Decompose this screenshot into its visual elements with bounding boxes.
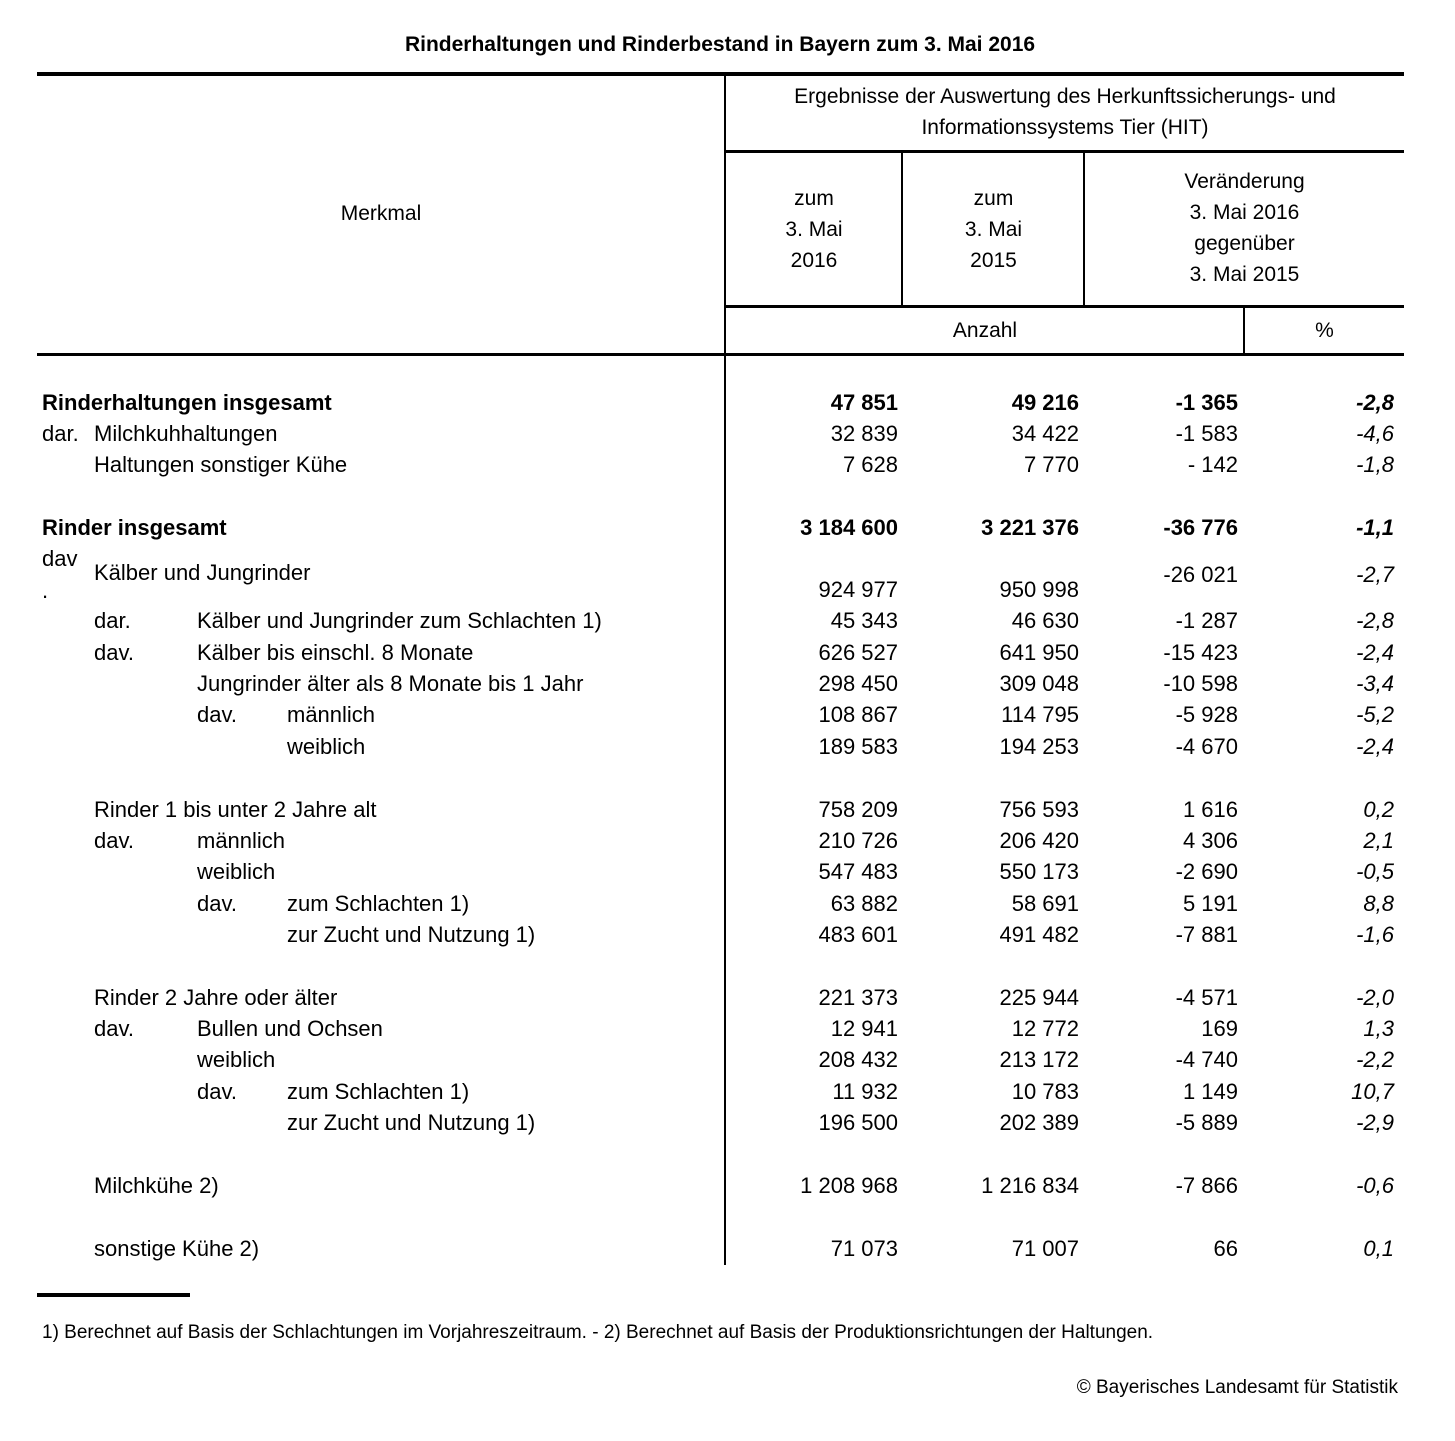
- cell-2016: 1 208 968: [800, 1173, 898, 1198]
- cell-2016: 108 867: [818, 702, 898, 727]
- cell-2016: 189 583: [818, 734, 898, 759]
- footnote-rule: [37, 1293, 190, 1297]
- cell-2015: 58 691: [1011, 891, 1079, 916]
- cell-pct: 0,1: [1363, 1236, 1394, 1261]
- cell-pct: -2,7: [1356, 562, 1394, 587]
- cell-2015: 950 998: [999, 577, 1079, 602]
- cell-diff: -26 021: [1163, 562, 1238, 587]
- cell-diff: 1 616: [1182, 797, 1238, 822]
- cell-2015: 202 389: [999, 1110, 1079, 1135]
- cell-pct: -0,5: [1356, 859, 1394, 884]
- cell-2015: 114 795: [1001, 702, 1079, 727]
- cell-2015: 491 482: [999, 922, 1079, 947]
- row-label: Kälber und Jungrinder: [94, 560, 311, 585]
- header-unit-anzahl: Anzahl: [952, 319, 1018, 342]
- cell-2016: 221 373: [818, 985, 898, 1010]
- cell-diff: -2 690: [1175, 859, 1238, 884]
- row-label: zum Schlachten 1): [287, 891, 470, 916]
- cell-2015: 3 221 376: [981, 515, 1079, 540]
- row-label: zur Zucht und Nutzung 1): [287, 1110, 536, 1135]
- cell-2016: 11 932: [832, 1079, 898, 1104]
- cell-diff: -36 776: [1163, 515, 1238, 540]
- cell-diff: -5 928: [1175, 702, 1238, 727]
- cell-2016: 45 343: [830, 608, 898, 633]
- row-prefix: dav.: [197, 891, 237, 916]
- copyright: © Bayerisches Landesamt für Statistik: [1076, 1377, 1398, 1398]
- table-top-rule: [37, 72, 1404, 76]
- cell-diff: 5 191: [1182, 891, 1238, 916]
- cell-2015: 34 422: [1011, 421, 1079, 446]
- cell-2016: 210 726: [818, 828, 898, 853]
- header-hit-line2: Informationssystems Tier (HIT): [921, 116, 1209, 139]
- cell-diff: -15 423: [1163, 640, 1238, 665]
- header-merkmal: Merkmal: [340, 202, 422, 225]
- header-col-2015: zum 3. Mai 2015: [964, 187, 1023, 272]
- cell-2015: 194 253: [999, 734, 1079, 759]
- row-prefix-dot: .: [42, 578, 49, 603]
- cell-2016: 483 601: [818, 922, 898, 947]
- row-prefix: dav.: [94, 640, 134, 665]
- cell-diff: -1 583: [1175, 421, 1238, 446]
- row-prefix: dar.: [94, 608, 131, 633]
- cell-2016: 626 527: [818, 640, 898, 665]
- cell-pct: -2,2: [1356, 1047, 1394, 1072]
- cell-pct: 0,2: [1363, 797, 1394, 822]
- cell-2016: 12 941: [830, 1016, 898, 1041]
- row-label: Kälber bis einschl. 8 Monate: [197, 640, 474, 665]
- cell-pct: -1,8: [1356, 452, 1394, 477]
- cell-pct: -5,2: [1356, 702, 1394, 727]
- cell-pct: -1,6: [1356, 922, 1394, 947]
- header-bottom-rule: [37, 353, 1404, 356]
- row-label: weiblich: [287, 734, 366, 759]
- cell-diff: -10 598: [1163, 671, 1238, 696]
- cell-diff: -7 881: [1175, 922, 1238, 947]
- row-prefix: dav: [42, 546, 78, 571]
- row-prefix: dav.: [197, 1079, 237, 1104]
- cell-2015: 7 770: [1023, 452, 1079, 477]
- cell-2015: 225 944: [999, 985, 1079, 1010]
- cell-2015: 1 216 834: [981, 1173, 1079, 1198]
- cell-2015: 71 007: [1011, 1236, 1079, 1261]
- cell-pct: 8,8: [1363, 891, 1394, 916]
- cell-diff: -4 740: [1175, 1047, 1238, 1072]
- cell-2016: 32 839: [830, 421, 898, 446]
- cell-pct: -0,6: [1356, 1173, 1394, 1198]
- cell-2016: 196 500: [818, 1110, 898, 1135]
- row-label: männlich: [287, 702, 376, 727]
- row-label: Rinder 1 bis unter 2 Jahre alt: [94, 797, 377, 822]
- header-rule-units: [725, 305, 1404, 308]
- cell-pct: -2,4: [1356, 734, 1394, 759]
- cell-diff: 1 149: [1182, 1079, 1238, 1104]
- row-label: Rinder insgesamt: [42, 515, 227, 540]
- header-hit-line1: Ergebnisse der Auswertung des Herkunftssicherungs- und: [794, 85, 1336, 108]
- cell-2016: 63 882: [830, 891, 898, 916]
- header-unit-pct: %: [1315, 319, 1334, 342]
- cell-2016: 47 851: [830, 390, 898, 415]
- row-label: zur Zucht und Nutzung 1): [287, 922, 536, 947]
- cell-2016: 924 977: [818, 577, 898, 602]
- cell-pct: 1,3: [1363, 1016, 1394, 1041]
- row-label: zum Schlachten 1): [287, 1079, 470, 1104]
- row-label: Bullen und Ochsen: [197, 1016, 383, 1041]
- row-label: weiblich: [197, 1047, 276, 1072]
- row-label: Milchkühe 2): [94, 1173, 219, 1198]
- row-prefix: dar.: [42, 421, 79, 446]
- cell-2015: 641 950: [999, 640, 1079, 665]
- cell-2016: 71 073: [830, 1236, 898, 1261]
- cell-2015: 49 216: [1011, 390, 1079, 415]
- cell-2016: 3 184 600: [800, 515, 898, 540]
- cell-pct: 2,1: [1363, 828, 1394, 853]
- page-title: Rinderhaltungen und Rinderbestand in Bayern zum 3. Mai 2016: [404, 33, 1036, 56]
- cell-2015: 46 630: [1011, 608, 1079, 633]
- cell-diff: -4 670: [1175, 734, 1238, 759]
- row-label: männlich: [197, 828, 286, 853]
- cell-2015: 12 772: [1011, 1016, 1079, 1041]
- cell-diff: -1 365: [1175, 390, 1238, 415]
- cell-diff: -4 571: [1175, 985, 1238, 1010]
- header-rule-hit: [725, 150, 1404, 153]
- row-label: Milchkuhhaltungen: [94, 421, 278, 446]
- cell-pct: -2,9: [1356, 1110, 1394, 1135]
- footnote: 1) Berechnet auf Basis der Schlachtungen im Vorjahreszeitraum. - 2) Berechnet auf Basis der Produktionsrichtungen der Haltungen.: [42, 1322, 1154, 1343]
- cell-pct: -2,0: [1356, 985, 1394, 1010]
- cell-2016: 758 209: [818, 797, 898, 822]
- cell-2016: 208 432: [818, 1047, 898, 1072]
- cell-2015: 550 173: [999, 859, 1079, 884]
- cell-pct: -3,4: [1356, 671, 1394, 696]
- cell-2016: 7 628: [842, 452, 898, 477]
- cell-diff: -5 889: [1175, 1110, 1238, 1135]
- cell-2016: 298 450: [818, 671, 898, 696]
- row-label: sonstige Kühe 2): [94, 1236, 260, 1261]
- cell-diff: 169: [1201, 1016, 1238, 1041]
- cell-2015: 309 048: [999, 671, 1079, 696]
- header-col-change: Veränderung 3. Mai 2016 gegenüber 3. Mai 2015: [1184, 170, 1305, 286]
- cell-diff: - 142: [1187, 452, 1238, 477]
- row-prefix: dav.: [94, 1016, 134, 1041]
- cell-pct: 10,7: [1351, 1079, 1394, 1104]
- cell-pct: -2,8: [1356, 608, 1394, 633]
- cell-diff: 4 306: [1182, 828, 1238, 853]
- row-label: Rinder 2 Jahre oder älter: [94, 985, 338, 1010]
- row-label: Haltungen sonstiger Kühe: [94, 452, 348, 477]
- cell-diff: -1 287: [1175, 608, 1238, 633]
- cell-2015: 206 420: [999, 828, 1079, 853]
- cell-2015: 10 783: [1011, 1079, 1079, 1104]
- cell-2015: 756 593: [999, 797, 1079, 822]
- header-col-2016: zum 3. Mai 2016: [785, 187, 843, 272]
- row-label: Rinderhaltungen insgesamt: [42, 390, 332, 415]
- cell-pct: -2,4: [1356, 640, 1394, 665]
- cell-2016: 547 483: [818, 859, 898, 884]
- row-label: Kälber und Jungrinder zum Schlachten 1): [197, 608, 602, 633]
- cell-pct: -4,6: [1356, 421, 1394, 446]
- row-prefix: dav.: [197, 702, 237, 727]
- row-label: weiblich: [197, 859, 276, 884]
- row-label: Jungrinder älter als 8 Monate bis 1 Jahr: [197, 671, 584, 696]
- cell-pct: -1,1: [1356, 515, 1394, 540]
- row-prefix: dav.: [94, 828, 134, 853]
- cell-diff: 66: [1213, 1236, 1238, 1261]
- cell-pct: -2,8: [1356, 390, 1394, 415]
- cell-2015: 213 172: [999, 1047, 1079, 1072]
- cell-diff: -7 866: [1175, 1173, 1238, 1198]
